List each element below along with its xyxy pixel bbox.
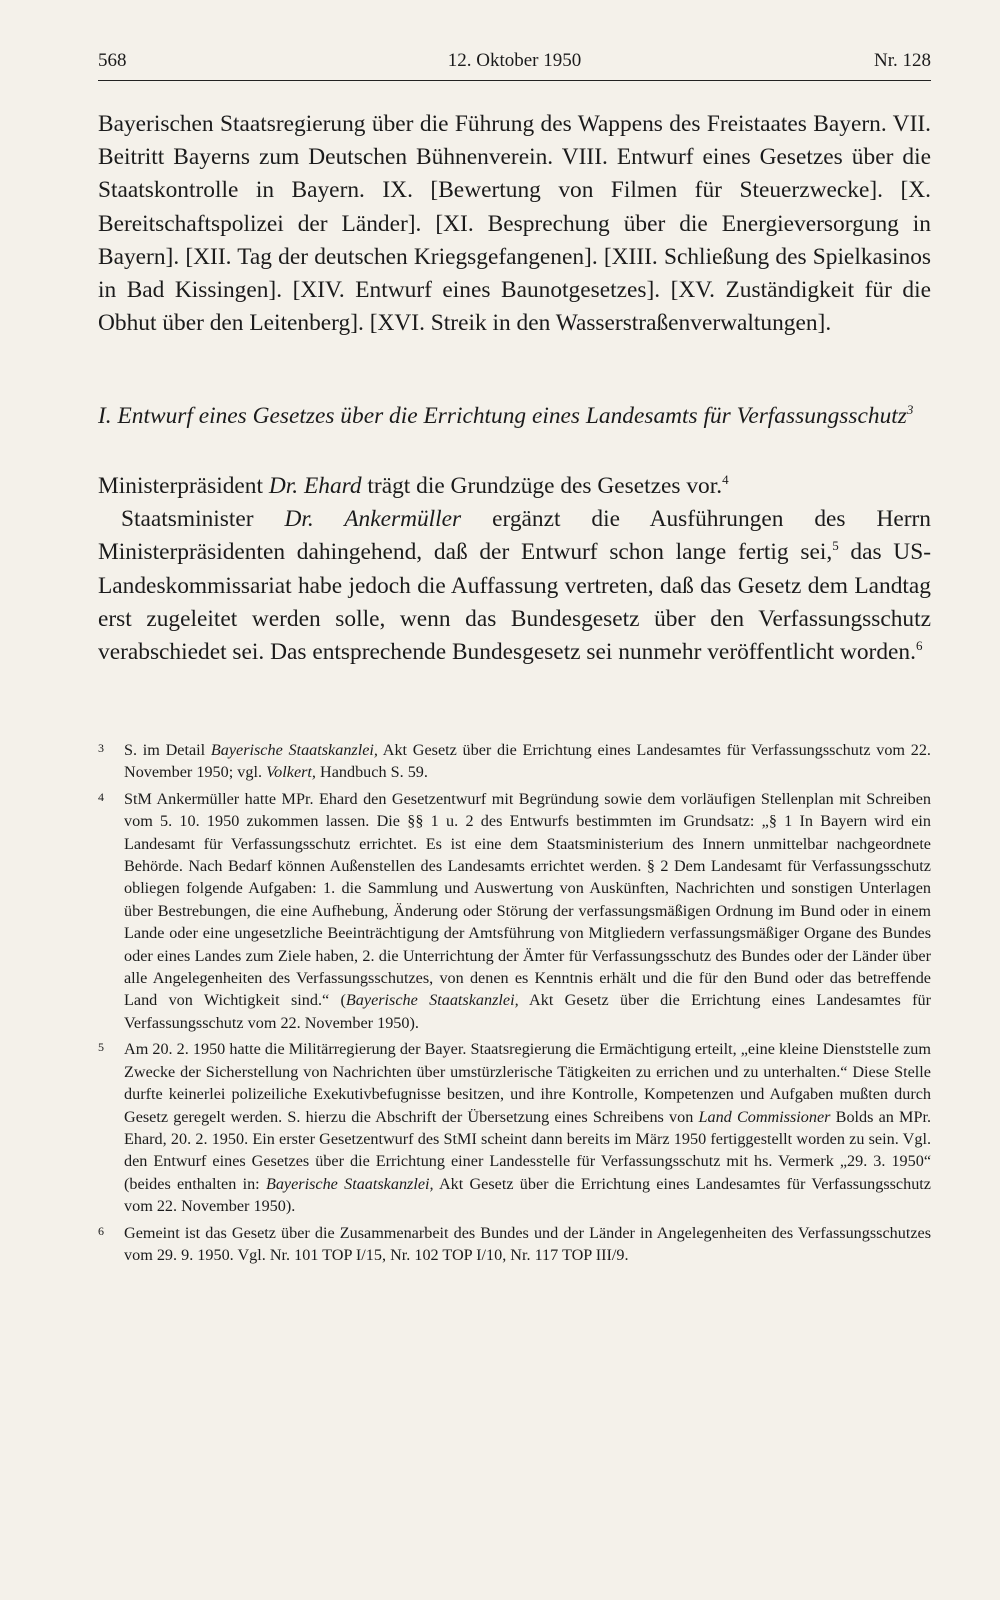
footnotes [98,739,931,1270]
source-title: Bayerische Staatskanzlei, [210,741,378,759]
section-heading-text: I. Entwurf eines Gesetzes über die Errichtung eines Landesamts für Verfassungsschutz [98,403,907,429]
title-term: Land Commissioner [698,1107,831,1126]
source-title: Bayerische Staatskanzlei, [345,991,519,1010]
footnote-number: 5 [98,1040,104,1055]
text-run: Akt Gesetz über die Errichtung eines Landesamtes für Verfassungsschutz vom 22. November 1950; vgl. [124,741,931,782]
intro-paragraph: Bayerischen Staatsregierung über die Führung des Wappens des Freistaates Bayern. VII. Beitritt Bayerns zum Deutschen Bühnenverein. VIII. Entwurf eines Gesetzes über die Staatskontrolle in Bayern. IX. [Bewertung von Filmen für Steuerzwecke]. [X. Bereitschaftspolizei der Länder]. [XI. Besprechung über die Energieversorgung in Bayern]. [XII. Tag der deutschen Kriegsgefangenen]. [XIII. Schließung des Spielkasinos in Bad Kissingen]. [XIV. Entwurf eines Baunotgesetzes]. [XV. Zuständigkeit für die Obhut über den Leitenberg]. [XVI. Streik in den Wasserstraßenverwaltungen]. [98,111,931,337]
text-run: Akt Gesetz über die Errichtung eines Landesamtes für Verfassungsschutz vom 22. November 1950). [124,1174,931,1216]
text-run: trägt die Grundzüge des Gesetzes vor. [361,473,723,499]
paragraph-ankermueller [98,503,931,669]
footnote-number: 6 [98,1223,104,1238]
section-heading [98,400,931,433]
page-number: 568 [98,50,127,71]
source-title: Bayerische Staatskanzlei, [265,1174,434,1193]
text-run: Bolds an MPr. Ehard, 20. 2. 1950. Ein erster Gesetzentwurf des StMI scheint dann bereits im März 1950 fertiggestellt worden zu sein. Vgl. den Entwurf eines Gesetzes über die Errichtung einer Landesstelle für Verfassungsschutz mit hs. Vermerk „29. 3. 1950“ (beides enthalten in: [124,1107,931,1193]
text-run: Am 20. 2. 1950 hatte die Militärregierung der Bayer. Staatsregierung die Ermächtigung erteilt, „eine kleine Dienststelle zum Zwecke der Sicherstellung von Nachrichten über umstürzlerische Tätigkeiten zu errichen und zu unterhalten.“ Diese Stelle durfte keinerlei polizeiliche Exekutivbefugnisse besitzen, und ihre Kontrolle, Kompetenzen und Aufgaben mußten durch Gesetz geregelt werden. S. hierzu die Abschrift der Übersetzung eines Schreibens von [124,1040,931,1126]
footnote-ref: 6 [915,638,923,654]
speaker-name: Dr. Ankermüller [284,506,462,533]
text-run: Ministerpräsident [98,473,269,499]
text-run: das US-Landeskommissariat habe jedoch die Auffassung vertreten, daß das Gesetz dem Landtag erst zugeleitet werden solle, wenn das Bundesgesetz über den Verfassungsschutz verabschiedet sei. Das entsprechende Bundesgesetz sei nunmehr veröffentlicht worden. [98,539,931,666]
footnote-ref: 5 [832,538,839,554]
agenda-continuation [98,108,931,340]
footnote-4 [98,788,931,1034]
text-run: Staatsminister [121,506,285,533]
issue-number: Nr. 128 [874,50,931,71]
footnote-3 [98,739,931,784]
text-run: Gemeint ist das Gesetz über die Zusammenarbeit des Bundes und der Länder in Angelegenheiten des Verfassungsschutzes vom 29. 9. 1950. Vgl. Nr. 101 TOP I/15, Nr. 102 TOP I/10, Nr. 117 TOP III/9. [124,1223,931,1264]
text-run: S. im Detail [124,741,211,759]
footnote-number: 4 [98,789,104,804]
text-run: StM Ankermüller hatte MPr. Ehard den Gesetzentwurf mit Begründung sowie dem vorläufigen Stellenplan mit Schreiben vom 5. 10. 1950 zukommen lassen. Die §§ 1 u. 2 des Entwurfs bestimmten im Grundsatz: „§ 1 In Bayern wird ein Landesamt für Verfassungsschutz errichtet. Es ist eine dem Staatsministerium des Innern unmittelbar nachgeordnete Behörde. Nach Bedarf können Außenstellen des Landesamts errichtet werden. § 2 Dem Landesamt für Verfassungsschutz obliegen folgende Aufgaben: 1. die Sammlung und Auswertung von Auskünften, Nachrichten und sonstigen Unterlagen über Bestrebungen, die eine Aufhebung, Änderung oder Störung der verfassungsmäßigen Ordnung im Bund oder in einem Lande oder eine ungesetzliche Beeinträchtigung der Amtsführung von Mitgliedern verfassungsmäßiger Organe des Bundes oder eines Landes zum Ziele haben, 2. die Unterrichtung der Ämter für Verfassungsschutz des Bundes oder der Länder über alle Angelegenheiten des Verfassungsschutzes, von denen es Kenntnis erhält und die für den Bund oder das betreffende Land von Wichtigkeit sind.“ ( [124,789,931,1010]
author-name: Volkert, [266,763,316,782]
text-run: ergänzt die Ausführungen des Herrn Ministerpräsidenten dahingehend, daß der Entwurf schon lange fertig sei, [98,506,931,566]
footnote-ref: 3 [906,402,914,417]
minutes-body [98,470,931,669]
footnote-6 [98,1222,931,1267]
text-run: Handbuch S. 59. [315,763,428,782]
footnote-5 [98,1038,931,1217]
footnote-ref: 4 [722,472,729,487]
header-date: 12. Oktober 1950 [447,50,582,71]
page-header [98,46,931,81]
paragraph-ehard [98,470,931,503]
footnote-number: 3 [98,741,104,755]
text-run: Akt Gesetz über die Errichtung eines Landesamtes für Verfassungsschutz vom 22. November 1950). [124,991,932,1032]
speaker-name: Dr. Ehard [268,473,362,499]
